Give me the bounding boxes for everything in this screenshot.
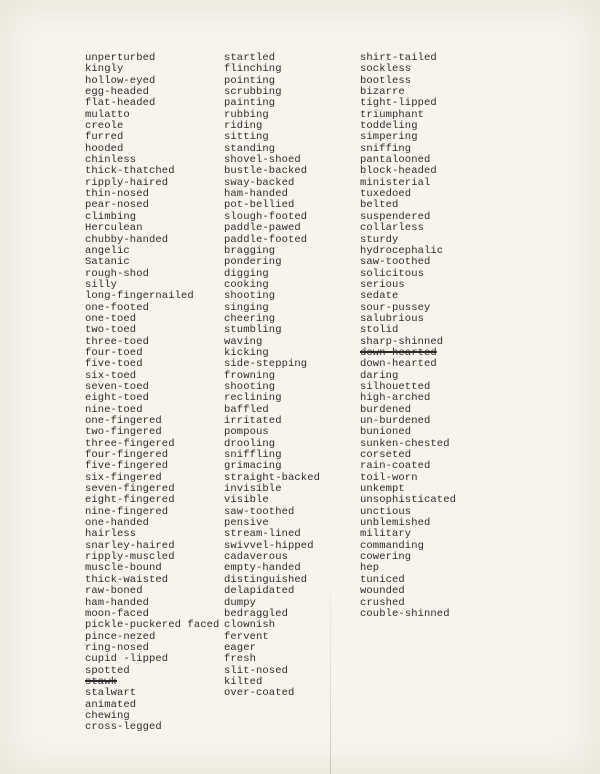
word-entry: unblemished (360, 517, 431, 530)
word-entry: ham-handed (224, 188, 289, 201)
word-entry: flinching (224, 63, 282, 76)
word-entry: unctious (360, 505, 412, 518)
word-entry: five-fingered (85, 460, 169, 473)
word-entry: shovel-shoed (224, 154, 301, 167)
word-entry: thin-nosed (85, 188, 150, 201)
word-entry: belted (360, 199, 399, 212)
word-entry: seven-fingered (85, 483, 175, 496)
word-entry: moon-faced (85, 607, 150, 620)
word-entry: egg-headed (85, 86, 150, 99)
word-entry: cheering (224, 312, 276, 325)
word-entry: ministerial (360, 176, 431, 189)
word-entry: visible (224, 494, 269, 507)
word-entry: hollow-eyed (85, 74, 156, 87)
word-entry: baffled (224, 403, 269, 416)
word-entry: stalwart (85, 687, 137, 700)
word-entry: paddle-pawed (224, 222, 301, 235)
word-entry: sitting (224, 131, 269, 144)
word-entry: serious (360, 278, 405, 291)
word-entry: down-hearted (360, 358, 437, 371)
word-entry: eager (224, 641, 257, 654)
word-entry: ham-handed (85, 596, 150, 609)
word-entry: high-arched (360, 392, 431, 405)
word-entry: four-toed (85, 346, 143, 359)
word-entry: clownish (224, 619, 276, 632)
word-entry: Satanic (85, 256, 130, 269)
word-entry: sway-backed (224, 176, 295, 189)
word-entry: burdened (360, 403, 412, 416)
word-entry: wounded (360, 585, 405, 598)
word-entry: down-hearted (360, 346, 437, 359)
word-entry: seven-toed (85, 380, 150, 393)
word-entry: hairless (85, 528, 137, 541)
word-column-1 (85, 53, 219, 734)
word-entry: startled (224, 52, 276, 64)
word-entry: fervent (224, 630, 269, 643)
word-entry: chinless (85, 154, 137, 167)
word-entry: unsophisticated (360, 494, 457, 507)
word-entry: bragging (224, 244, 276, 257)
word-entry: bustle-backed (224, 165, 308, 178)
word-entry: long-fingernailed (85, 290, 194, 303)
word-entry: over-coated (224, 687, 295, 700)
word-entry: toil-worn (360, 471, 418, 484)
word-entry: kicking (224, 346, 269, 359)
word-entry: silly (85, 278, 118, 291)
word-entry: ripply-muscled (85, 551, 175, 564)
word-entry: chewing (85, 709, 130, 722)
word-entry: pince-nezed (85, 630, 156, 643)
word-entry: cooking (224, 278, 269, 291)
word-entry: saw-toothed (360, 256, 431, 269)
word-entry: fresh (224, 653, 257, 666)
word-entry: slough-footed (224, 210, 308, 223)
word-entry: sour-pussey (360, 301, 431, 314)
word-entry: shooting (224, 380, 276, 393)
word-entry: tuxedoed (360, 188, 412, 201)
word-entry: ring-nosed (85, 641, 150, 654)
word-entry: sedate (360, 290, 399, 303)
word-entry: tight-lipped (360, 97, 437, 110)
word-entry: kilted (224, 675, 263, 688)
word-entry: one-footed (85, 301, 150, 314)
word-entry: corseted (360, 449, 412, 462)
paper-fold (330, 560, 331, 774)
word-entry: hydrocephalic (360, 244, 444, 257)
word-entry: pondering (224, 256, 282, 269)
word-entry: cross-legged (85, 721, 162, 734)
word-entry: slit-nosed (224, 664, 289, 677)
word-entry: one-toed (85, 312, 137, 325)
word-entry: pickle-puckered faced (85, 619, 220, 632)
word-entry: commanding (360, 539, 425, 552)
word-entry: crushed (360, 596, 405, 609)
word-entry: thick-thatched (85, 165, 175, 178)
word-entry: dumpy (224, 596, 257, 609)
word-entry: animated (85, 698, 137, 711)
word-entry: sturdy (360, 233, 399, 246)
word-entry: bizarre (360, 86, 405, 99)
word-entry: ripply-haired (85, 176, 169, 189)
word-entry: nine-toed (85, 403, 143, 416)
word-entry: triumphant (360, 108, 425, 121)
word-entry: grimacing (224, 460, 282, 473)
word-entry: sniffing (360, 142, 412, 155)
word-entry: cupid -lipped (85, 653, 169, 666)
word-entry: daring (360, 369, 399, 382)
word-entry: spotted (85, 664, 130, 677)
word-entry: creole (85, 120, 124, 133)
word-entry: two-fingered (85, 426, 162, 439)
word-entry: simpering (360, 131, 418, 144)
word-entry: bedraggled (224, 607, 289, 620)
word-entry: saw-toothed (224, 505, 295, 518)
word-entry: six-fingered (85, 471, 162, 484)
word-entry: painting (224, 97, 276, 110)
word-entry: rough-shod (85, 267, 150, 280)
word-entry: sunken-chested (360, 437, 450, 450)
word-entry: drooling (224, 437, 276, 450)
word-entry: unperturbed (85, 52, 156, 64)
word-entry: pointing (224, 74, 276, 87)
word-entry: invisible (224, 483, 282, 496)
word-entry: mulatto (85, 108, 130, 121)
word-entry: Herculean (85, 222, 143, 235)
word-entry: stream-lined (224, 528, 301, 541)
word-entry: furred (85, 131, 124, 144)
word-entry: two-toed (85, 324, 137, 337)
word-entry: stumbling (224, 324, 282, 337)
word-entry: unkempt (360, 483, 405, 496)
word-entry: sniffling (224, 449, 282, 462)
word-entry: singing (224, 301, 269, 314)
word-entry: six-toed (85, 369, 137, 382)
word-entry: frowning (224, 369, 276, 382)
word-entry: flat-headed (85, 97, 156, 110)
word-entry: stolid (360, 324, 399, 337)
word-entry: pear-nosed (85, 199, 150, 212)
word-entry: kingly (85, 63, 124, 76)
word-entry: waving (224, 335, 263, 348)
word-entry: block-headed (360, 165, 437, 178)
word-entry: thick-waisted (85, 573, 169, 586)
word-entry: pantalooned (360, 154, 431, 167)
word-entry: hep (360, 562, 380, 575)
word-entry: military (360, 528, 412, 541)
word-entry: pompous (224, 426, 269, 439)
word-entry: bootless (360, 74, 412, 87)
word-entry: solicitous (360, 267, 425, 280)
word-entry: scrubbing (224, 86, 282, 99)
word-entry: digging (224, 267, 269, 280)
word-entry: five-toed (85, 358, 143, 371)
word-entry: pot-bellied (224, 199, 295, 212)
word-entry: sharp-shinned (360, 335, 444, 348)
word-column-3 (360, 53, 456, 620)
word-entry: eight-fingered (85, 494, 175, 507)
word-entry: eight-toed (85, 392, 150, 405)
word-entry: delapidated (224, 585, 295, 598)
word-entry: suspendered (360, 210, 431, 223)
word-entry: straight-backed (224, 471, 321, 484)
word-entry: angelic (85, 244, 130, 257)
word-entry: pensive (224, 517, 269, 530)
word-entry: one-handed (85, 517, 150, 530)
word-entry: silhouetted (360, 380, 431, 393)
word-entry: raw-boned (85, 585, 143, 598)
word-entry: cowering (360, 551, 412, 564)
word-entry: bunioned (360, 426, 412, 439)
word-entry: rain-coated (360, 460, 431, 473)
word-entry: stawk (85, 675, 118, 688)
word-entry: rubbing (224, 108, 269, 121)
word-entry: three-toed (85, 335, 150, 348)
word-entry: collarless (360, 222, 425, 235)
word-entry: shirt-tailed (360, 52, 437, 64)
word-entry: salubrious (360, 312, 425, 325)
word-entry: paddle-footed (224, 233, 308, 246)
word-entry: hooded (85, 142, 124, 155)
word-entry: three-fingered (85, 437, 175, 450)
word-entry: cadaverous (224, 551, 289, 564)
word-entry: one-fingered (85, 415, 162, 427)
word-entry: couble-shinned (360, 607, 450, 620)
word-entry: empty-handed (224, 562, 301, 575)
word-entry: irritated (224, 415, 282, 427)
word-entry: un-burdened (360, 415, 431, 427)
word-entry: muscle-bound (85, 562, 162, 575)
word-entry: toddeling (360, 120, 418, 133)
word-entry: shooting (224, 290, 276, 303)
word-entry: riding (224, 120, 263, 133)
word-column-2 (224, 53, 320, 700)
word-entry: swivvel-hipped (224, 539, 314, 552)
word-entry: reclining (224, 392, 282, 405)
word-entry: standing (224, 142, 276, 155)
word-entry: side-stepping (224, 358, 308, 371)
word-entry: climbing (85, 210, 137, 223)
word-entry: sockless (360, 63, 412, 76)
word-entry: four-fingered (85, 449, 169, 462)
word-entry: tuniced (360, 573, 405, 586)
word-entry: chubby-handed (85, 233, 169, 246)
word-entry: nine-fingered (85, 505, 169, 518)
word-entry: snarley-haired (85, 539, 175, 552)
word-entry: distinguished (224, 573, 308, 586)
